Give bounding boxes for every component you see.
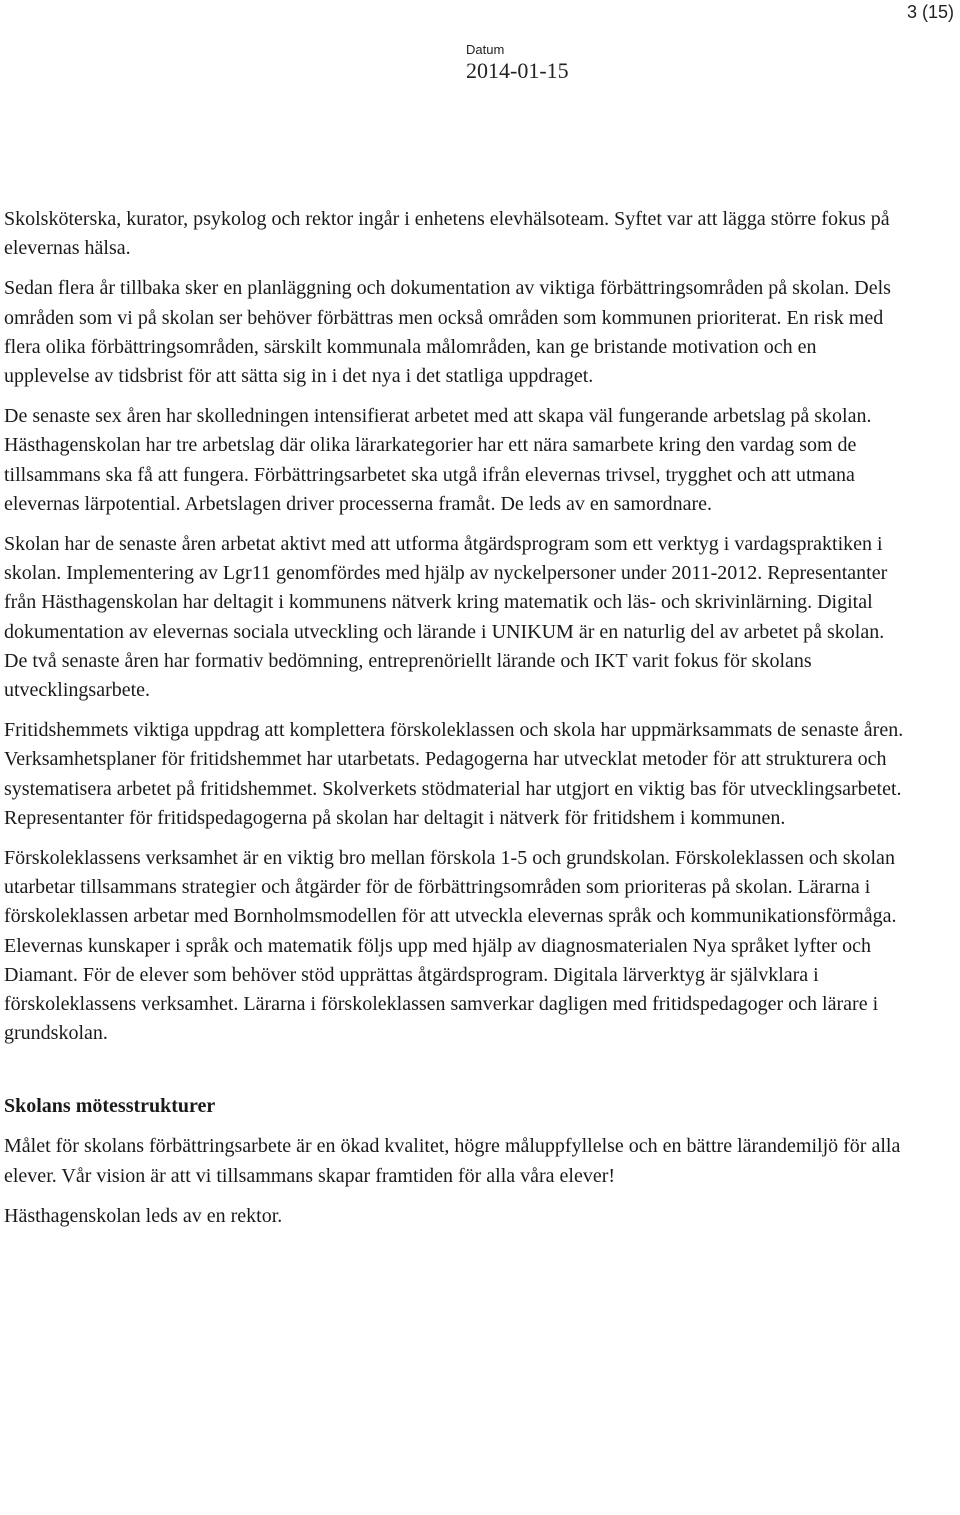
paragraph-rektor: Hästhagenskolan leds av en rektor. [4, 1204, 283, 1227]
paragraph-malet: Målet för skolans förbättringsarbete är en ökad kvalitet, högre måluppfyllelse och en bättre lärandemiljö för alla elever. Vår vision är att vi tillsammans skapar framtiden för alla våra elever! [4, 1135, 901, 1187]
date-block [466, 42, 569, 84]
paragraph-arbetslag: De senaste sex åren har skolledningen intensifierat arbetet med att skapa väl fungerande arbetslag på skolan. Hästhagenskolan har tre arbetslag där olika lärarkategorier har ett nära samarbete kring den vardag som de tillsammans ska få att fungera. Förbättringsarbetet ska utgå ifrån elevernas trivsel, trygghet och att utmana elevernas lärpotential. Arbetslagen driver processerna framåt. De leds av en samordnare. [4, 405, 872, 515]
paragraph-elevhalsoteam: Skolsköterska, kurator, psykolog och rektor ingår i enhetens elevhälsoteam. Syftet var att lägga större fokus på elevernas hälsa. [4, 208, 890, 260]
date-value: 2014-01-15 [466, 58, 569, 83]
page-number: 3 (15) [906, 2, 954, 22]
document-body [4, 205, 904, 1231]
section-heading: Skolans mötesstrukturer [4, 1095, 216, 1118]
paragraph-fritidshem: Fritidshemmets viktiga uppdrag att komplettera förskoleklassen och skola har uppmärksammats de senaste åren. Verksamhetsplaner för fritidshemmet har utarbetats. Pedagogerna har utvecklat metoder för att strukturera och systematisera arbetet på fritidshemmet. Skolverkets stödmaterial har utgjort en viktig bas för utvecklingsarbetet. Representanter för fritidspedagogerna på skolan har deltagit i nätverk för fritidshem i kommunen. [4, 719, 904, 829]
date-label: Datum [466, 42, 505, 57]
paragraph-atgardsprogram: Skolan har de senaste åren arbetat aktivt med att utforma åtgärdsprogram som ett verktyg i vardagspraktiken i skolan. Implementering av Lgr11 genomfördes med hjälp av nyckelpersoner under 2011-2012. Representanter från Hästhagenskolan har deltagit i kommunens nätverk kring matematik och läs- och skrivinlärning. Digital dokumentation av elevernas sociala utveckling och lärande i UNIKUM är en naturlig del av arbetet på skolan. De två senaste åren har formativ bedömning, entreprenöriellt lärande och IKT varit fokus för skolans utvecklingsarbete. [4, 533, 888, 702]
paragraph-forskoleklass: Förskoleklassens verksamhet är en viktig bro mellan förskola 1-5 och grundskolan. Förskoleklassen och skolan utarbetar tillsammans strategier och åtgärder för de förbättringsområden som prioriteras på skolan. Lärarna i förskoleklassen arbetar med Bornholmsmodellen för att utveckla elevernas språk och kommunikationsförmåga. Elevernas kunskaper i språk och matematik följs upp med hjälp av diagnosmaterialen Nya språket lyfter och Diamant. För de elever som behöver stöd upprättas åtgärdsprogram. Digitala lärverktyg är självklara i förskoleklassens verksamhet. Lärarna i förskoleklassen samverkar dagligen med fritidspedagoger och lärare i grundskolan. [4, 847, 897, 1045]
paragraph-forbattringsomraden: Sedan flera år tillbaka sker en planläggning och dokumentation av viktiga förbättringsområden på skolan. Dels områden som vi på skolan ser behöver förbättras men också områden som kommunen prioriterat. En risk med flera olika förbättringsområden, särskilt kommunala målområden, kan ge bristande motivation och en upplevelse av tidsbrist för att sätta sig in i det nya i det statliga uppdraget. [4, 277, 891, 388]
